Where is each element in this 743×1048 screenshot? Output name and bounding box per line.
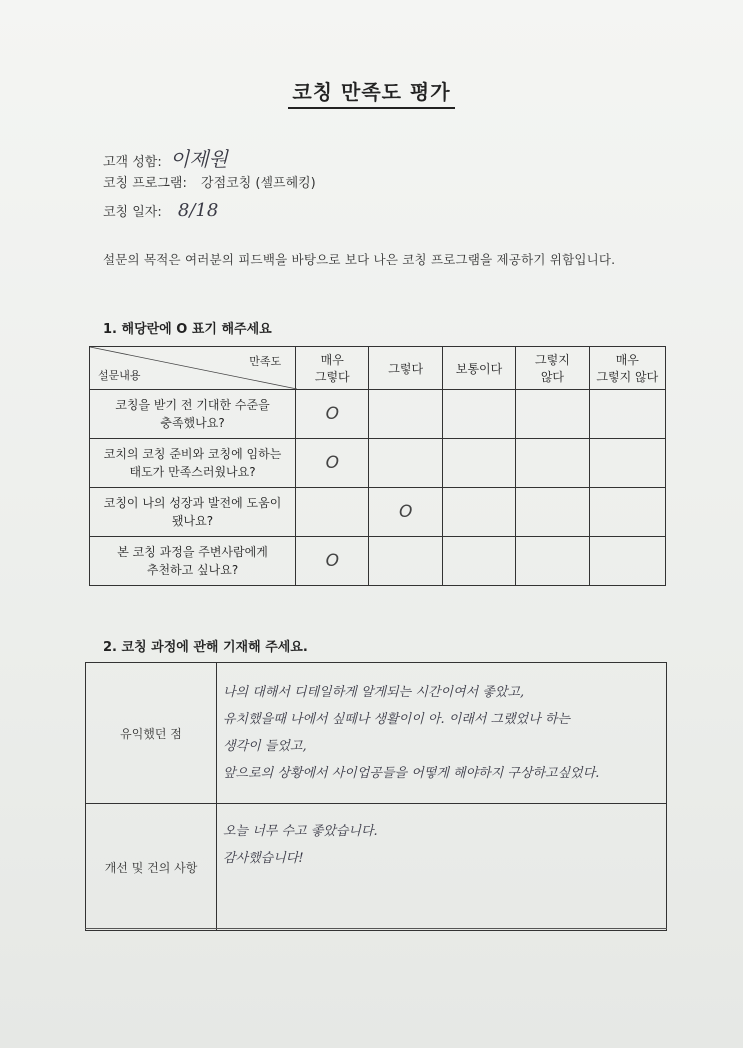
- feedback-row-benefits: [86, 663, 667, 804]
- answer-cell[interactable]: [516, 390, 589, 439]
- suggestions-answer[interactable]: [217, 804, 667, 931]
- section2-heading: 2. 코칭 과정에 관해 기재해 주세요.: [103, 640, 308, 655]
- bottom-divider: [85, 928, 667, 929]
- feedback-row-suggestions: [86, 804, 667, 931]
- benefits-answer[interactable]: [217, 663, 667, 804]
- handwritten-line: 나의 대해서 디테일하게 알게되는 시간이여서 좋았고,: [223, 685, 525, 700]
- program-row: [103, 172, 316, 191]
- col-disagree: 그렇지 않다: [516, 347, 589, 390]
- question-row: [90, 488, 666, 537]
- answer-cell[interactable]: [442, 390, 515, 439]
- answer-cell[interactable]: [589, 537, 665, 586]
- col-neutral: 보통이다: [442, 347, 515, 390]
- satisfaction-table: [89, 346, 666, 586]
- page-title: 코칭 만족도 평가: [0, 76, 743, 105]
- circle-mark: O: [325, 551, 339, 571]
- question-row: [90, 390, 666, 439]
- answer-cell[interactable]: [589, 390, 665, 439]
- answer-cell[interactable]: [442, 537, 515, 586]
- question-text: 코칭이 나의 성장과 발전에 도움이 됐나요?: [90, 488, 296, 537]
- answer-cell[interactable]: [296, 390, 369, 439]
- answer-cell[interactable]: [296, 537, 369, 586]
- date-handwritten: 8/18: [177, 200, 219, 221]
- circle-mark: O: [398, 502, 413, 522]
- answer-cell[interactable]: [442, 488, 515, 537]
- answer-cell[interactable]: [589, 439, 665, 488]
- section1-heading: 1. 해당란에 O 표기 해주세요: [103, 322, 272, 337]
- date-row: [103, 200, 218, 221]
- benefits-label: 유익했던 점: [86, 663, 217, 804]
- question-text: 코칭을 받기 전 기대한 수준을 충족했나요?: [90, 390, 296, 439]
- date-label: 코칭 일자:: [103, 205, 162, 220]
- answer-cell[interactable]: [516, 439, 589, 488]
- answer-cell[interactable]: [369, 488, 442, 537]
- answer-cell[interactable]: [589, 488, 665, 537]
- client-name-handwritten: 이제원: [169, 147, 228, 171]
- circle-mark: O: [325, 453, 339, 473]
- question-text: 본 코칭 과정을 주변사람에게 추천하고 싶나요?: [90, 537, 296, 586]
- client-name-row: [103, 143, 228, 172]
- handwritten-line: 감사했습니다!: [223, 851, 304, 866]
- answer-cell[interactable]: [369, 537, 442, 586]
- col-agree: 그렇다: [369, 347, 442, 390]
- handwritten-line: 생각이 들었고,: [223, 739, 307, 754]
- answer-cell[interactable]: [369, 439, 442, 488]
- header-satisfaction-label: 만족도: [249, 355, 282, 368]
- answer-cell[interactable]: [369, 390, 442, 439]
- diagonal-header-cell: [90, 347, 296, 390]
- col-very-disagree: 매우 그렇지 않다: [589, 347, 665, 390]
- question-row: [90, 439, 666, 488]
- table-header-row: [90, 347, 666, 390]
- question-row: [90, 537, 666, 586]
- client-name-label: 고객 성함:: [103, 155, 162, 170]
- circle-mark: O: [325, 404, 339, 424]
- answer-cell[interactable]: [296, 439, 369, 488]
- question-text: 코치의 코칭 준비와 코칭에 임하는 태도가 만족스러웠나요?: [90, 439, 296, 488]
- answer-cell[interactable]: [296, 488, 369, 537]
- program-value: 강점코칭 (셀프헤킹): [201, 176, 316, 191]
- purpose-text: 설문의 목적은 여러분의 피드백을 바탕으로 보다 나은 코칭 프로그램을 제공하기 위함입니다.: [103, 252, 616, 267]
- suggestions-label: 개선 및 건의 사항: [86, 804, 217, 931]
- header-content-label: 설문내용: [98, 369, 141, 382]
- feedback-table: [85, 662, 667, 931]
- handwritten-line: 오늘 너무 수고 좋았습니다.: [223, 824, 378, 839]
- answer-cell[interactable]: [442, 439, 515, 488]
- answer-cell[interactable]: [516, 537, 589, 586]
- handwritten-line: 앞으로의 상황에서 사이업공들을 어떻게 해야하지 구상하고싶었다.: [223, 766, 600, 781]
- col-very-agree: 매우 그렇다: [296, 347, 369, 390]
- answer-cell[interactable]: [516, 488, 589, 537]
- program-label: 코칭 프로그램:: [103, 176, 187, 191]
- handwritten-line: 유치했을때 나에서 싶떼나 생활이이 아. 이래서 그랬었나 하는: [223, 712, 571, 727]
